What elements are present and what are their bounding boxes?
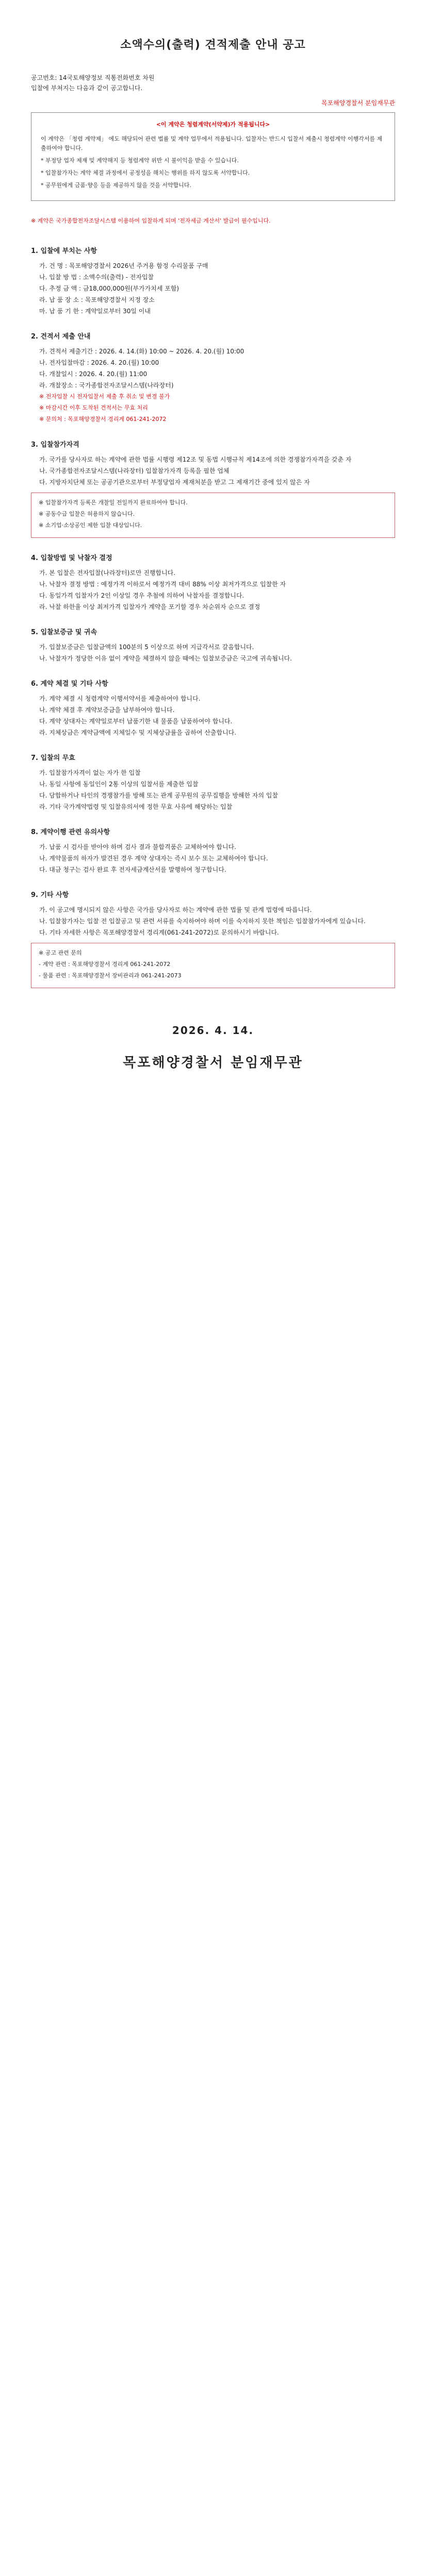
section-items (31, 768, 395, 812)
section-title: 4. 입찰방법 및 낙찰자 결정 (31, 554, 112, 562)
notice-title: <이 계약은 청렴계약(서약제)가 적용됩니다> (156, 121, 270, 128)
section-item: 나. 전자입찰마감 : 2026. 4. 20.(월) 10:00 (39, 359, 159, 366)
section-title: 8. 계약이행 관련 유의사항 (31, 828, 110, 836)
notice-paragraph: 이 계약은 「청렴 계약제」 에도 해당되어 관련 법률 및 계약 업무에서 적용됩니다. 입찰자는 반드시 입찰서 제출시 청렴계약 이행각서를 제출하여야 합니다. (41, 135, 383, 151)
notice-paragraph: * 입찰참가자는 계약 체결 과정에서 공정성을 해치는 행위를 하지 않도록 서약합니다. (41, 170, 250, 176)
section-item: 라. 지체상금은 계약금액에 지체일수 및 지체상금률을 곱하여 산출합니다. (39, 729, 237, 736)
intro-block (31, 73, 395, 93)
section-item: 나. 입찰참가자는 입찰 전 입찰공고 및 관련 서류를 숙지하여야 하며 이를 숙지하지 못한 책임은 입찰참가자에게 있습니다. (39, 918, 366, 925)
document-title: 소액수의(출력) 견적제출 안내 공고 (120, 39, 306, 52)
section-item: 나. 계약 체결 후 계약보증금을 납부하여야 합니다. (39, 706, 175, 714)
section-boxed-note (31, 493, 395, 538)
section-item: 마. 납 품 기 한 : 계약일로부터 30일 이내 (39, 308, 151, 315)
boxed-line: - 계약 관련 : 목포해양경찰서 경리계 061-241-2072 (39, 961, 171, 968)
section-items (31, 642, 395, 664)
section-items (31, 346, 395, 391)
section (31, 246, 395, 316)
section (31, 679, 395, 738)
section-items (31, 454, 395, 487)
section-item: 가. 계약 체결 시 청렴계약 이행서약서를 제출하여야 합니다. (39, 695, 201, 702)
section-items (31, 693, 395, 738)
boxed-line: - 물품 관련 : 목포해양경찰서 장비관리과 061-241-2073 (39, 972, 182, 979)
integrity-notice-box (31, 112, 395, 201)
intro-line: 입찰에 부쳐지는 다음과 같이 공고합니다. (31, 84, 143, 92)
section-notes (31, 392, 395, 425)
section-boxed-note (31, 943, 395, 988)
section-item: 다. 동일가격 입찰자가 2인 이상일 경우 추첨에 의하여 낙찰자를 결정합니다. (39, 592, 244, 599)
section-item: 가. 입찰보증금은 입찰금액의 100분의 5 이상으로 하며 지급각서로 갈음합니다. (39, 643, 254, 651)
section-title: 2. 견적서 제출 안내 (31, 333, 91, 341)
section-items (31, 842, 395, 875)
section-item: 나. 국가종합전자조달시스템(나라장터) 입찰참가자격 등록을 필한 업체 (39, 467, 230, 474)
section-note: ※ 마감시간 이후 도착된 견적서는 무효 처리 (39, 404, 148, 411)
section-title: 9. 기타 사항 (31, 891, 69, 899)
section-item: 가. 국가를 당사자로 하는 계약에 관한 법률 시행령 제12조 및 동법 시행규칙 제14조에 의한 경쟁참가자격을 갖춘 자 (39, 456, 352, 463)
boxed-line: ※ 공동수급 입찰은 허용하지 않습니다. (39, 511, 135, 517)
section-items (31, 568, 395, 612)
notice-paragraph: * 부정당 업자 제재 및 계약해지 등 청렴계약 위반 시 불이익을 받을 수 있습니다. (41, 157, 239, 164)
section-item: 다. 추정 금 액 : 금18,000,000원(부가가치세 포함) (39, 285, 179, 292)
section-item: 라. 납 품 장 소 : 목포해양경찰서 지정 장소 (39, 296, 155, 303)
section (31, 628, 395, 664)
section (31, 890, 395, 988)
section-item: 나. 계약물품의 하자가 발견된 경우 계약 상대자는 즉시 보수 또는 교체하여야 합니다. (39, 855, 268, 862)
section (31, 332, 395, 425)
section-item: 라. 개찰장소 : 국가종합전자조달시스템(나라장터) (39, 382, 174, 389)
section-item: 다. 계약 상대자는 계약일로부터 납품기한 내 물품을 납품하여야 합니다. (39, 718, 233, 725)
section-item: 가. 견적서 제출기간 : 2026. 4. 14.(화) 10:00 ~ 2026. 4. 20.(월) 10:00 (39, 348, 244, 355)
issuer-note: 목포해양경찰서 분임재무관 (321, 99, 395, 107)
section-item: 가. 납품 시 검사를 받아야 하며 검사 결과 불합격품은 교체하여야 합니다. (39, 843, 236, 851)
section-item: 다. 담합하거나 타인의 경쟁참가를 방해 또는 관계 공무원의 공무집행을 방해한 자의 입찰 (39, 792, 278, 799)
notice-paragraph: * 공무원에게 금품·향응 등을 제공하지 않을 것을 서약합니다. (41, 182, 191, 189)
boxed-line: ※ 공고 관련 문의 (39, 950, 82, 956)
section-item: 다. 개찰일시 : 2026. 4. 20.(월) 11:00 (39, 370, 148, 378)
section-item: 가. 이 공고에 명시되지 않은 사항은 국가를 당사자로 하는 계약에 관한 법률 및 관계 법령에 따릅니다. (39, 906, 312, 913)
section-item: 라. 낙찰 하한율 이상 최저가격 입찰자가 계약을 포기할 경우 차순위자 순으로 결정 (39, 603, 260, 611)
section-note: ※ 전자입찰 시 전자입찰서 제출 후 취소 및 변경 불가 (39, 393, 170, 400)
section-items (31, 261, 395, 316)
footer-date: 2026. 4. 14. (172, 1024, 254, 1037)
section (31, 827, 395, 875)
section-title: 6. 계약 체결 및 기타 사항 (31, 680, 108, 688)
section-title: 7. 입찰의 무효 (31, 754, 75, 762)
document-body (0, 0, 426, 1071)
section-note: ※ 문의처 : 목포해양경찰서 경리계 061-241-2072 (39, 416, 167, 422)
intro-line: 공고번호: 14국토해양정보 직통전화번호 차원 (31, 74, 155, 81)
section-items (31, 905, 395, 938)
section-title: 3. 입찰참가자격 (31, 441, 79, 449)
section-item: 라. 기타 국가계약법령 및 입찰유의서에 정한 무효 사유에 해당하는 입찰 (39, 803, 233, 810)
boxed-line: ※ 입찰참가자격 등록은 개찰일 전일까지 완료하여야 합니다. (39, 499, 188, 506)
boxed-line: ※ 소기업·소상공인 제한 입찰 대상입니다. (39, 522, 142, 529)
section-item: 가. 본 입찰은 전자입찰(나라장터)로만 진행합니다. (39, 569, 176, 577)
section-item: 다. 기타 자세한 사항은 목포해양경찰서 경리계(061-241-2072)로 문의하시기 바랍니다. (39, 929, 279, 936)
section-item: 가. 입찰참가자격이 없는 자가 한 입찰 (39, 769, 141, 776)
section-item: 나. 동일 사항에 동일인이 2통 이상의 입찰서를 제출한 입찰 (39, 781, 199, 788)
section-item: 나. 낙찰자가 정당한 이유 없이 계약을 체결하지 않을 때에는 입찰보증금은 국고에 귀속됩니다. (39, 655, 292, 662)
sections-container (31, 246, 395, 988)
section-item: 다. 대금 청구는 검사 완료 후 전자세금계산서를 발행하여 청구합니다. (39, 866, 226, 873)
section (31, 753, 395, 812)
section (31, 440, 395, 538)
section-title: 5. 입찰보증금 및 귀속 (31, 629, 97, 636)
section-item: 나. 낙찰자 결정 방법 : 예정가격 이하로서 예정가격 대비 88% 이상 최저가격으로 입찰한 자 (39, 581, 286, 588)
section (31, 553, 395, 612)
section-item: 나. 입찰 방 법 : 소액수의(출력) - 전자입찰 (39, 274, 154, 281)
section-item: 가. 건 명 : 목포해양경찰서 2026년 주거용 함정 수리물품 구매 (39, 262, 208, 269)
warning-line: ※ 계약은 국가종합전자조달시스템 이용하여 입찰하게 되며 '전자세금 계산서' 발급이 필수입니다. (31, 217, 271, 224)
section-title: 1. 입찰에 부치는 사항 (31, 247, 97, 255)
section-item: 다. 지방자치단체 또는 공공기관으로부터 부정당업자 제재처분을 받고 그 제재기간 중에 있지 않은 자 (39, 479, 310, 486)
footer-org: 목포해양경찰서 분임재무관 (123, 1055, 303, 1071)
